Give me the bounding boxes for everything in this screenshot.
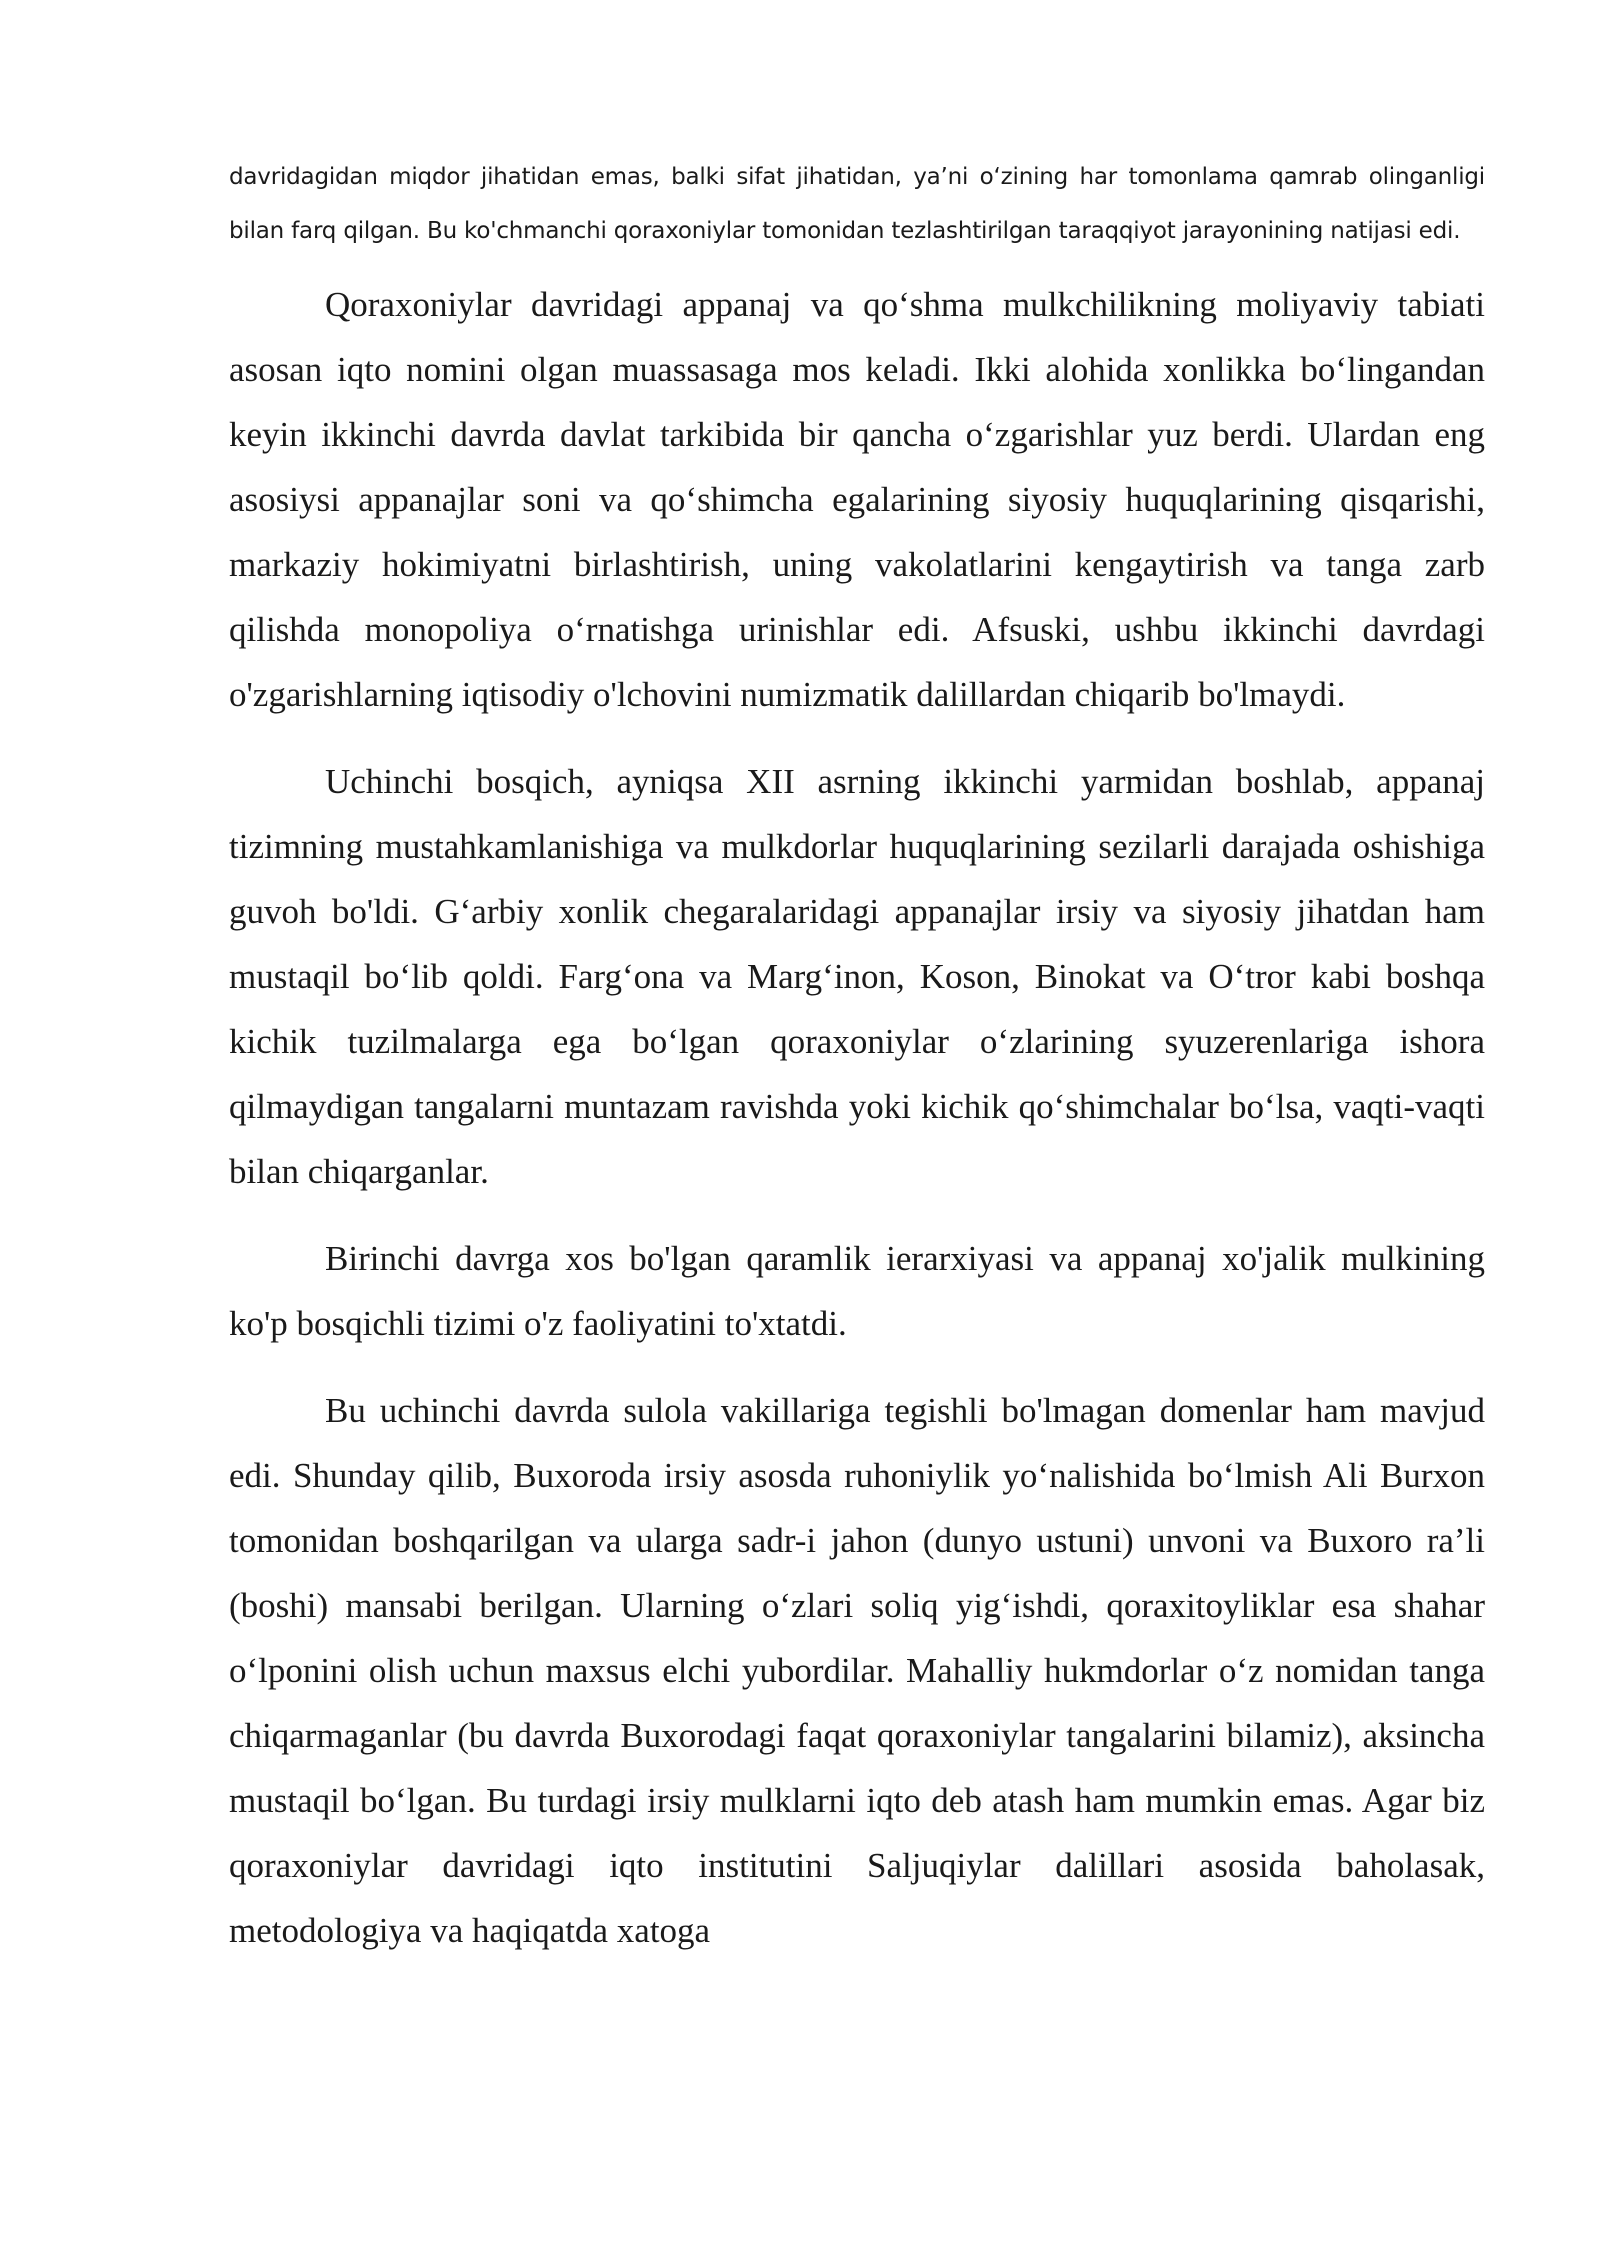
body-paragraph-1: Qoraxoniylar davridagi appanaj va qo‘shma mulkchilikning moliyaviy tabiati asosan iqto nomini olgan muassasaga mos keladi. Ikki alohida xonlikka bo‘lingandan keyin ikkinchi davrda davlat tarkibida bir qancha o‘zgarishlar yuz berdi. Ulardan eng asosiysi appanajlar soni va qo‘shimcha egalarining siyosiy huquqlarining qisqarishi, markaziy hokimiyatni birlashtirish, uning vakolatlarini kengaytirish va tanga zarb qilishda monopoliya o‘rnatishga urinishlar edi. Afsuski, ushbu ikkinchi davrdagi o'zgarishlarning iqtisodiy o'lchovini numizmatik dalillardan chiqarib bo'lmaydi. — [229, 285, 1485, 714]
body-paragraph-3: Birinchi davrga xos bo'lgan qaramlik ierarxiyasi va appanaj xo'jalik mulkining ko'p bosqichli tizimi o'z faoliyatini to'xtatdi. — [229, 1239, 1485, 1343]
page-content — [229, 150, 1485, 1985]
body-paragraph-4: Bu uchinchi davrda sulola vakillariga tegishli bo'lmagan domenlar ham mavjud edi. Shunday qilib, Buxoroda irsiy asosda ruhoniylik yo‘nalishida bo‘lmish Ali Burxon tomonidan boshqarilgan va ularga sadr-i jahon (dunyo ustuni) unvoni va Buxoro ra’li (boshi) mansabi berilgan. Ularning o‘zlari soliq yig‘ishdi, qoraxitoyliklar esa shahar o‘lponini olish uchun maxsus elchi yubordilar. Mahalliy hukmdorlar o‘z nomidan tanga chiqarmaganlar (bu davrda Buxorodagi faqat qoraxoniylar tangalarini bilamiz), aksincha mustaqil bo‘lgan. Bu turdagi irsiy mulklarni iqto deb atash ham mumkin emas. Agar biz qoraxoniylar davridagi iqto institutini Saljuqiylar dalillari asosida baholasak, metodologiya va haqiqatda xatoga — [229, 1391, 1485, 1950]
intro-paragraph: davridagidan miqdor jihatidan emas, balki sifat jihatidan, ya’ni o‘zining har tomonlama qamrab olinganligi bilan farq qilgan. Bu ko'chmanchi qoraxoniylar tomonidan tezlashtirilgan taraqqiyot jarayonining natijasi edi. — [229, 164, 1485, 244]
body-paragraph-2: Uchinchi bosqich, ayniqsa XII asrning ikkinchi yarmidan boshlab, appanaj tizimning mustahkamlanishiga va mulkdorlar huquqlarining sezilarli darajada oshishiga guvoh bo'ldi. G‘arbiy xonlik chegaralaridagi appanajlar irsiy va siyosiy jihatdan ham mustaqil bo‘lib qoldi. Farg‘ona va Marg‘inon, Koson, Binokat va O‘tror kabi boshqa kichik tuzilmalarga ega bo‘lgan qoraxoniylar o‘zlarining syuzerenlariga ishora qilmaydigan tangalarni muntazam ravishda yoki kichik qo‘shimchalar bo‘lsa, vaqti-vaqti bilan chiqarganlar. — [229, 762, 1485, 1191]
